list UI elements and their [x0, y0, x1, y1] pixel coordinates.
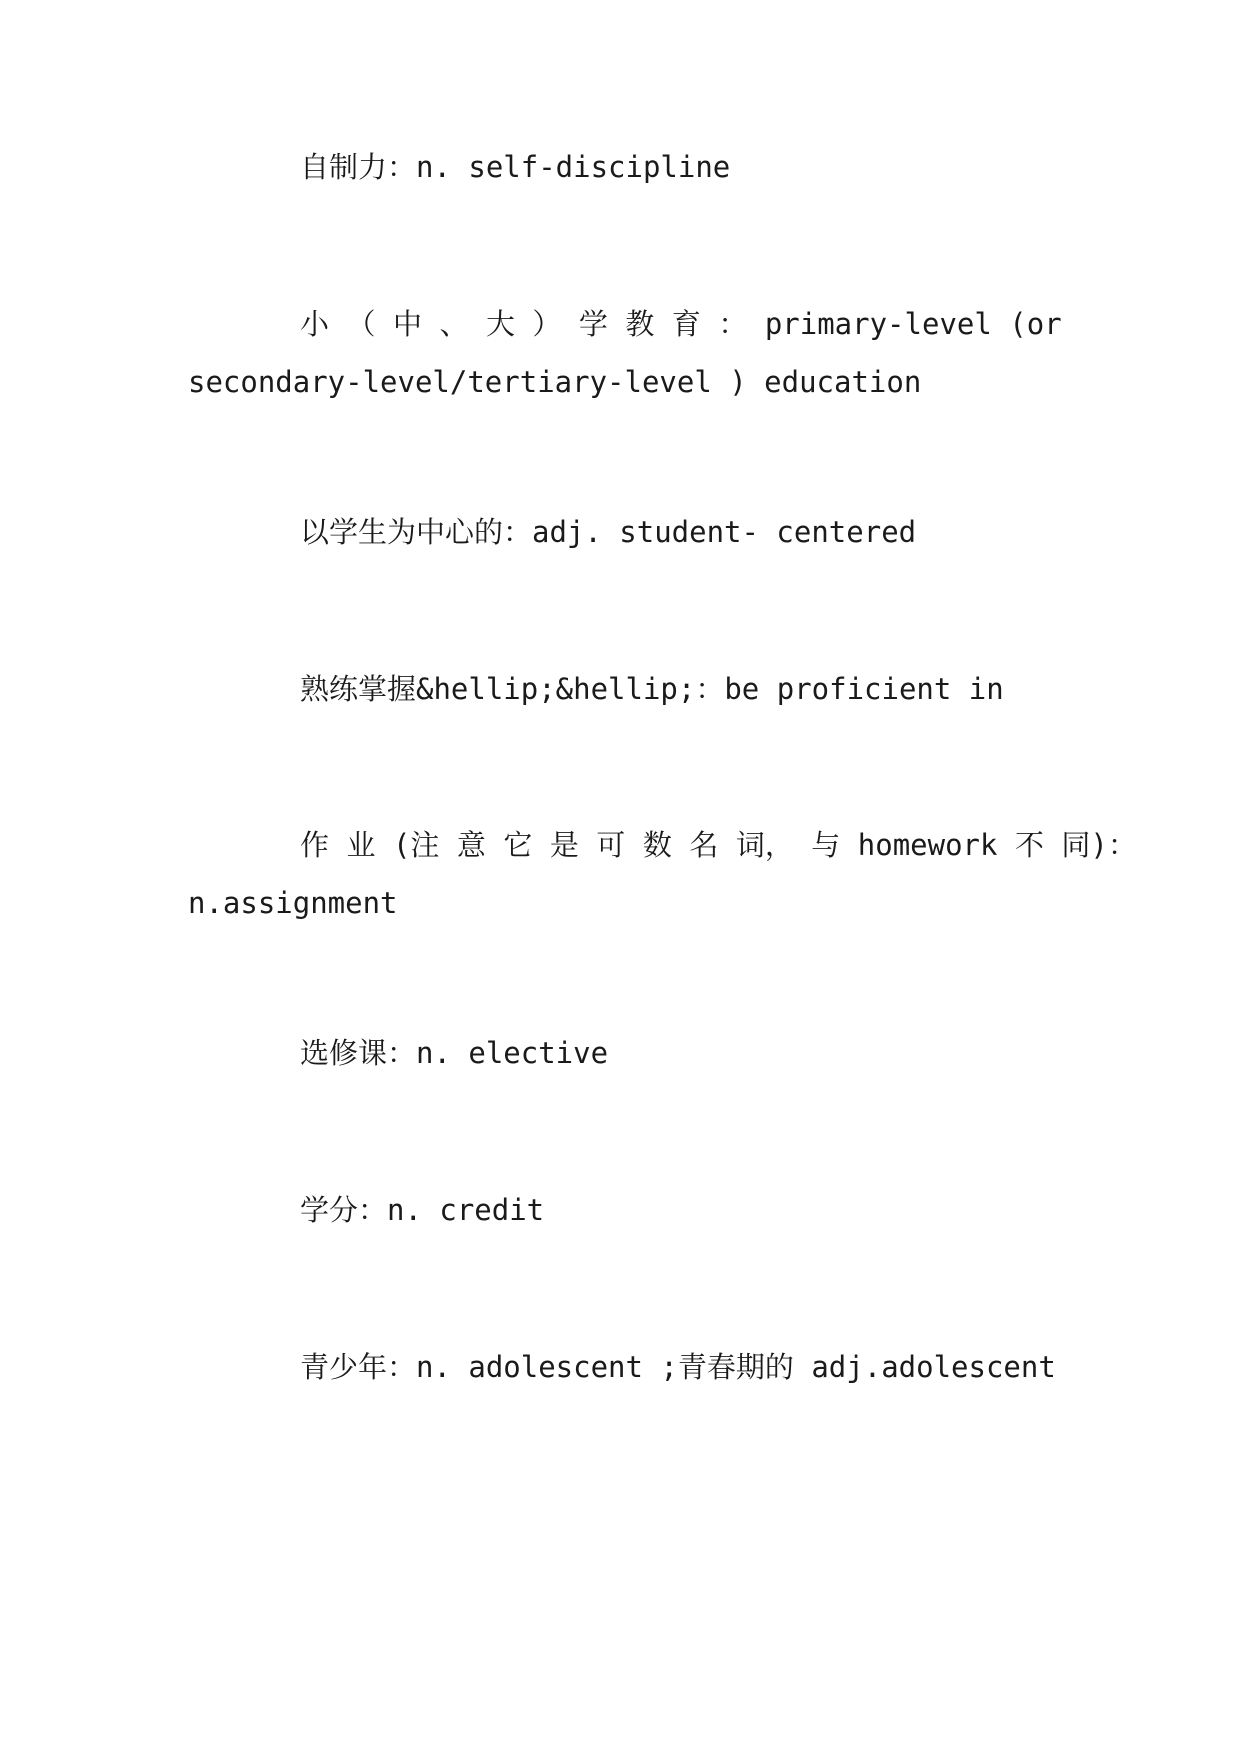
vocab-entry-elective	[188, 1024, 1053, 1082]
entry-fragment: 同)：	[1061, 828, 1137, 862]
entry-fragment: 词，	[735, 828, 794, 862]
vocab-entry-credit	[188, 1181, 1053, 1239]
entry-fragment: (注	[392, 828, 440, 862]
vocab-entry-education-level	[188, 295, 1062, 411]
entry-text: 青少年：n. adolescent ;青春期的 adj.adolescent	[300, 1350, 1056, 1384]
vocab-entry-self-discipline	[188, 138, 1053, 196]
entry-text: 以学生为中心的：adj. student- centered	[300, 515, 917, 549]
entry-fragment: 作	[300, 828, 330, 862]
entry-fragment: 、	[439, 307, 469, 341]
entry-fragment: ：	[718, 307, 748, 341]
entry-fragment: (or	[1009, 307, 1062, 341]
entry-fragment: 大	[485, 307, 515, 341]
entry-fragment: 学	[578, 307, 608, 341]
entry-fragment: 数	[642, 828, 672, 862]
entry-text-line-1	[188, 295, 1062, 353]
entry-text: 自制力：n. self-discipline	[300, 150, 731, 184]
entry-fragment: 小	[300, 307, 330, 341]
entry-fragment: ）	[532, 307, 562, 341]
entry-text-line-2: secondary-level/tertiary-level ) education	[188, 365, 922, 399]
entry-fragment: 名	[689, 828, 719, 862]
entry-fragment: 业	[346, 828, 376, 862]
entry-fragment: primary-level	[764, 307, 992, 341]
entry-fragment: 不	[1014, 828, 1044, 862]
vocab-entry-assignment	[188, 816, 1137, 932]
entry-fragment: 是	[549, 828, 579, 862]
entry-text-line-1	[188, 816, 1137, 874]
entry-text: 选修课：n. elective	[300, 1036, 609, 1070]
entry-text-line-2: n.assignment	[188, 886, 398, 920]
vocab-entry-proficient	[188, 660, 1053, 718]
entry-text: 学分：n. credit	[300, 1193, 545, 1227]
entry-fragment: 中	[392, 307, 422, 341]
entry-fragment: 它	[503, 828, 533, 862]
entry-fragment: 意	[456, 828, 486, 862]
vocab-entry-adolescent	[188, 1338, 1056, 1396]
entry-text: 熟练掌握&hellip;&hellip;：be proficient in	[300, 672, 1004, 706]
entry-fragment: 育	[671, 307, 701, 341]
entry-fragment: 与	[811, 828, 841, 862]
vocab-entry-student-centered	[188, 503, 1053, 561]
entry-fragment: homework	[857, 828, 998, 862]
entry-fragment: 教	[625, 307, 655, 341]
entry-fragment: 可	[596, 828, 626, 862]
entry-fragment: （	[346, 307, 376, 341]
